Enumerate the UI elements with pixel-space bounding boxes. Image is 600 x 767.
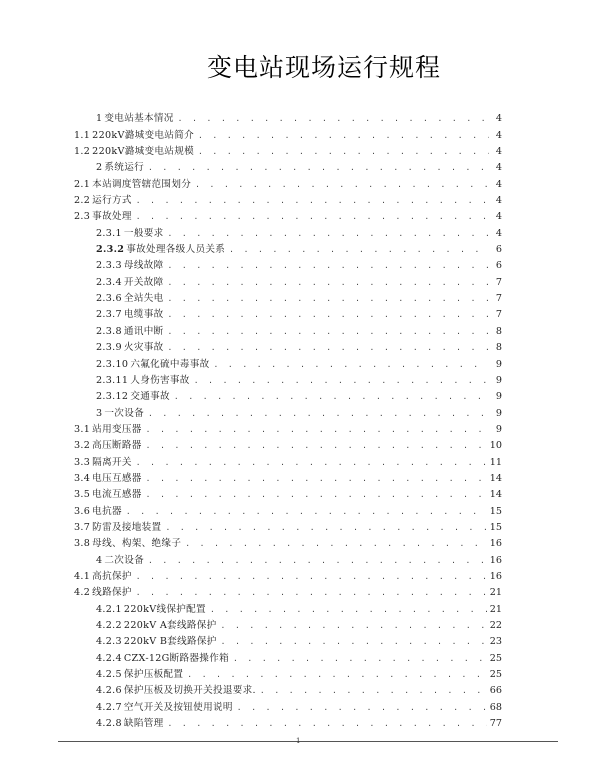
toc-entry-label: 母线、构架、绝缘子	[92, 538, 182, 550]
toc-entry-number: 4	[96, 554, 103, 566]
toc-leader-dots	[168, 342, 490, 354]
toc-entry-page: 7	[495, 276, 502, 288]
toc-entry-number: 2.3	[74, 211, 91, 223]
toc-entry[interactable]	[74, 665, 502, 681]
toc-entry-page: 66	[489, 685, 502, 697]
toc-entry-title	[96, 326, 164, 338]
toc-entry-title	[74, 195, 132, 207]
toc-entry-number: 2.3.1	[96, 227, 122, 239]
toc-entry-label: 事故处理各级人员关系	[126, 244, 226, 256]
toc-entry[interactable]	[74, 697, 502, 713]
toc-entry-number: 2.3.8	[96, 325, 122, 337]
toc-entry-label: 母线故障	[123, 260, 164, 272]
toc-entry-title	[74, 522, 161, 534]
toc-entry-label: 缺陷管理	[123, 718, 164, 730]
toc-entry-label: 电压互感器	[92, 472, 142, 484]
toc-entry-label: 站用变压器	[92, 423, 142, 435]
toc-entry-label: 保护压板及切换开关投退要求.	[123, 685, 256, 697]
toc-leader-dots	[148, 162, 489, 174]
toc-entry-title	[96, 113, 174, 125]
toc-entry[interactable]	[74, 109, 502, 125]
toc-entry-page: 9	[495, 358, 502, 370]
toc-entry[interactable]	[74, 518, 502, 534]
toc-entry-number: 1.2	[74, 146, 91, 158]
toc-entry-page: 4	[495, 146, 502, 158]
toc-entry-label: 全站失电	[123, 293, 164, 305]
toc-entry-number: 2.3.3	[96, 260, 122, 272]
toc-entry-page: 7	[495, 309, 502, 321]
toc-leader-dots	[237, 702, 487, 714]
toc-entry-label: 防雷及接地装置	[92, 521, 162, 533]
footer-divider	[58, 741, 558, 742]
toc-entry-number: 4.1	[74, 570, 91, 582]
toc-entry-title	[96, 277, 164, 289]
toc-entry-label: 人身伤害事故	[130, 374, 190, 386]
toc-leader-dots	[198, 130, 489, 142]
toc-entry-label: 六氟化硫中毒事故	[130, 358, 210, 370]
toc-entry-label: 电流互感器	[92, 489, 142, 501]
toc-entry[interactable]	[74, 501, 502, 517]
toc-entry-number: 3.8	[74, 538, 91, 550]
toc-entry-label: 220kV潞城变电站简介	[92, 129, 194, 141]
toc-entry-title	[96, 260, 164, 272]
toc-entry-title	[96, 228, 164, 240]
toc-entry[interactable]	[74, 648, 502, 664]
toc-entry-number: 2	[96, 162, 103, 174]
toc-entry-number: 2.3.9	[96, 342, 122, 354]
toc-entry-label: 火灾事故	[123, 342, 164, 354]
toc-entry-number: 3.2	[74, 440, 91, 452]
toc-leader-dots	[185, 538, 487, 550]
toc-entry-number: 2.3.4	[96, 276, 122, 288]
toc-entry-number: 4.2	[74, 587, 91, 599]
toc-entry-page: 4	[495, 195, 502, 207]
table-of-contents	[74, 109, 502, 730]
toc-entry-title	[74, 179, 191, 191]
toc-entry-title	[96, 685, 256, 697]
toc-entry-number: 4.2.6	[96, 685, 122, 697]
toc-entry[interactable]	[74, 289, 502, 305]
toc-entry[interactable]	[74, 321, 502, 337]
toc-leader-dots	[136, 211, 489, 223]
toc-entry-page: 68	[489, 701, 502, 713]
toc-entry-label: 空气开关及按钮使用说明	[123, 701, 233, 713]
toc-entry-page: 14	[489, 472, 502, 484]
toc-leader-dots	[260, 685, 487, 697]
toc-entry-title	[96, 620, 217, 632]
toc-entry[interactable]	[74, 240, 502, 256]
toc-leader-dots	[168, 326, 490, 338]
toc-entry[interactable]	[74, 469, 502, 485]
toc-entry-title	[96, 636, 217, 648]
toc-entry-label: 一次设备	[104, 407, 144, 419]
toc-entry-label: 开关故障	[123, 276, 164, 288]
toc-entry[interactable]	[74, 567, 502, 583]
toc-leader-dots	[233, 653, 487, 665]
toc-entry-page: 25	[489, 652, 502, 664]
toc-entry[interactable]	[74, 338, 502, 354]
toc-entry-number: 3.7	[74, 521, 91, 533]
toc-entry-page: 11	[489, 456, 502, 468]
toc-entry[interactable]	[74, 142, 502, 158]
toc-entry[interactable]	[74, 387, 502, 403]
toc-entry-page: 22	[489, 620, 502, 631]
toc-leader-dots	[178, 113, 489, 125]
toc-entry-label: 系统运行	[104, 162, 144, 174]
toc-entry-label: 220kV B套线路保护	[123, 636, 217, 648]
toc-entry-page: 4	[495, 129, 502, 141]
toc-entry[interactable]	[74, 125, 502, 141]
toc-entry[interactable]	[74, 550, 502, 566]
toc-entry[interactable]	[74, 420, 502, 436]
toc-entry[interactable]	[74, 403, 502, 419]
toc-entry[interactable]	[74, 485, 502, 501]
toc-entry[interactable]	[74, 583, 502, 599]
toc-entry-label: 保护压板配置	[123, 669, 184, 681]
toc-leader-dots	[168, 293, 490, 305]
toc-entry-page: 25	[489, 669, 502, 681]
toc-entry-number: 4.2.5	[96, 669, 122, 681]
toc-leader-dots	[229, 244, 489, 256]
toc-entry-title	[96, 309, 164, 321]
toc-entry-page: 9	[495, 391, 502, 403]
toc-entry-label: CZX-12G断路器操作箱	[123, 652, 229, 664]
page-number: 1	[296, 737, 301, 745]
toc-entry-label: 电抗器	[92, 505, 122, 517]
toc-entry-number: 3.4	[74, 472, 91, 484]
toc-entry-label: 电缆事故	[123, 309, 164, 321]
toc-entry-page: 9	[495, 423, 502, 435]
toc-entry-number: 2.1	[74, 178, 91, 190]
toc-entry[interactable]	[74, 599, 502, 615]
toc-entry-label: 交通事故	[130, 391, 170, 403]
toc-entry-number: 3.5	[74, 489, 91, 501]
toc-entry[interactable]	[74, 632, 502, 648]
toc-entry-label: 220kV线保护配置	[123, 603, 206, 615]
toc-entry[interactable]	[74, 452, 502, 468]
toc-entry-title	[74, 440, 142, 452]
toc-entry[interactable]	[74, 681, 502, 697]
toc-entry-title	[96, 162, 144, 174]
toc-entry-title	[96, 408, 144, 420]
toc-leader-dots	[221, 636, 487, 648]
toc-entry-number: 4.2.3	[96, 636, 122, 648]
toc-leader-dots	[174, 391, 489, 403]
toc-entry-number: 1.1	[74, 129, 91, 141]
document-title: 变电站现场运行规程	[206, 53, 441, 82]
toc-entry[interactable]	[74, 305, 502, 321]
toc-entry-number: 2.3.2	[96, 244, 125, 256]
toc-entry-number: 4.2.7	[96, 701, 122, 713]
toc-entry-page: 16	[489, 538, 502, 550]
toc-entry-number: 2.3.12	[96, 391, 129, 403]
toc-entry[interactable]	[74, 436, 502, 452]
toc-entry-label: 变电站基本情况	[104, 113, 174, 125]
toc-entry-title	[96, 375, 190, 387]
toc-entry[interactable]	[74, 223, 502, 239]
toc-leader-dots	[221, 620, 487, 632]
toc-entry-page: 4	[495, 162, 502, 174]
toc-entry-label: 线路保护	[92, 587, 132, 599]
toc-leader-dots	[146, 440, 487, 452]
toc-leader-dots	[148, 408, 489, 420]
toc-entry-number: 3	[96, 407, 103, 419]
toc-entry-title	[96, 293, 164, 305]
toc-entry[interactable]	[74, 256, 502, 272]
toc-entry[interactable]	[74, 616, 502, 632]
toc-entry-title	[74, 506, 122, 518]
toc-entry-number: 3.1	[74, 423, 91, 435]
toc-entry-label: 一般要求	[123, 227, 164, 239]
toc-entry-page: 7	[495, 293, 502, 305]
toc-entry-page: 14	[489, 489, 502, 501]
toc-entry-number: 2.3.10	[96, 358, 129, 370]
toc-entry-title	[96, 702, 233, 714]
toc-leader-dots	[146, 489, 487, 501]
toc-entry-number: 2.3.11	[96, 374, 129, 386]
toc-entry[interactable]	[74, 714, 502, 730]
toc-entry-label: 220kV A套线路保护	[123, 620, 217, 631]
toc-entry-title	[74, 424, 142, 436]
toc-entry-label: 本站调度管辖范围划分	[92, 178, 192, 190]
toc-entry-number: 3.6	[74, 505, 91, 517]
toc-entry-title	[96, 653, 229, 665]
toc-leader-dots	[168, 277, 490, 289]
toc-entry-label: 220kV潞城变电站规模	[92, 146, 194, 158]
toc-leader-dots	[213, 359, 489, 371]
toc-entry-title	[96, 342, 164, 354]
toc-entry-page: 4	[495, 211, 502, 223]
toc-entry-number: 2.2	[74, 195, 91, 207]
toc-entry-number: 2.3.6	[96, 293, 122, 305]
toc-entry-label: 通讯中断	[123, 325, 164, 337]
toc-entry-title	[74, 211, 132, 223]
toc-leader-dots	[146, 424, 489, 436]
toc-entry-page: 4	[495, 113, 502, 125]
toc-entry-title	[96, 244, 225, 256]
toc-entry-page: 77	[489, 718, 502, 730]
toc-entry-page: 21	[489, 587, 502, 599]
toc-leader-dots	[168, 228, 490, 240]
toc-leader-dots	[194, 375, 489, 387]
toc-entry-number: 4.2.2	[96, 620, 122, 631]
toc-entry[interactable]	[74, 174, 502, 190]
toc-entry-title	[96, 669, 183, 681]
toc-entry-page: 21	[489, 603, 502, 615]
toc-leader-dots	[168, 260, 490, 272]
toc-leader-dots	[148, 555, 487, 567]
toc-entry-label: 事故处理	[92, 211, 132, 223]
toc-entry[interactable]	[74, 191, 502, 207]
toc-entry-title	[96, 555, 144, 567]
toc-entry-page: 16	[489, 570, 502, 582]
toc-entry-page: 8	[495, 342, 502, 354]
toc-leader-dots	[136, 571, 487, 583]
toc-leader-dots	[126, 506, 487, 518]
toc-entry-page: 23	[489, 636, 502, 648]
toc-leader-dots	[210, 604, 487, 616]
toc-entry-label: 隔离开关	[92, 456, 132, 468]
toc-entry-label: 二次设备	[104, 554, 144, 566]
toc-entry[interactable]	[74, 158, 502, 174]
toc-entry-title	[74, 571, 132, 583]
toc-entry[interactable]	[74, 354, 502, 370]
toc-leader-dots	[198, 146, 489, 158]
toc-leader-dots	[168, 309, 490, 321]
toc-leader-dots	[195, 179, 489, 191]
toc-entry-number: 3.3	[74, 456, 91, 468]
toc-entry-title	[96, 718, 164, 730]
toc-entry-title	[96, 359, 209, 371]
toc-entry-page: 16	[489, 554, 502, 566]
toc-leader-dots	[187, 669, 486, 681]
toc-entry-label: 高抗保护	[92, 570, 132, 582]
toc-leader-dots	[165, 522, 486, 534]
toc-entry-title	[74, 489, 142, 501]
toc-entry-label: 高压断路器	[92, 440, 142, 452]
toc-entry-number: 4.2.8	[96, 718, 122, 730]
toc-entry[interactable]	[74, 207, 502, 223]
toc-entry-number: 4.2.1	[96, 603, 122, 615]
toc-entry-title	[74, 587, 132, 599]
toc-entry-title	[96, 604, 206, 616]
toc-entry-page: 6	[495, 244, 502, 256]
toc-entry-title	[74, 130, 194, 142]
toc-leader-dots	[136, 457, 487, 469]
toc-entry-page: 4	[495, 227, 502, 239]
toc-entry-page: 9	[495, 374, 502, 386]
toc-entry-number: 4.2.4	[96, 652, 122, 664]
toc-leader-dots	[168, 718, 487, 730]
toc-entry-page: 15	[489, 521, 502, 533]
toc-entry[interactable]	[74, 371, 502, 387]
toc-entry-label: 运行方式	[92, 195, 132, 207]
toc-entry-page: 15	[489, 505, 502, 517]
toc-entry[interactable]	[74, 272, 502, 288]
toc-entry-page: 9	[495, 407, 502, 419]
toc-entry-title	[74, 538, 181, 550]
toc-entry-number: 1	[96, 113, 103, 125]
toc-entry-number: 2.3.7	[96, 309, 122, 321]
toc-leader-dots	[136, 195, 489, 207]
toc-entry-title	[74, 473, 142, 485]
toc-entry[interactable]	[74, 534, 502, 550]
toc-entry-title	[96, 391, 170, 403]
toc-leader-dots	[136, 587, 487, 599]
toc-entry-title	[74, 146, 194, 158]
toc-entry-page: 10	[489, 440, 502, 452]
toc-entry-page: 8	[495, 325, 502, 337]
toc-entry-title	[74, 457, 132, 469]
toc-entry-page: 6	[495, 260, 502, 272]
toc-entry-page: 4	[495, 178, 502, 190]
toc-leader-dots	[146, 473, 487, 485]
